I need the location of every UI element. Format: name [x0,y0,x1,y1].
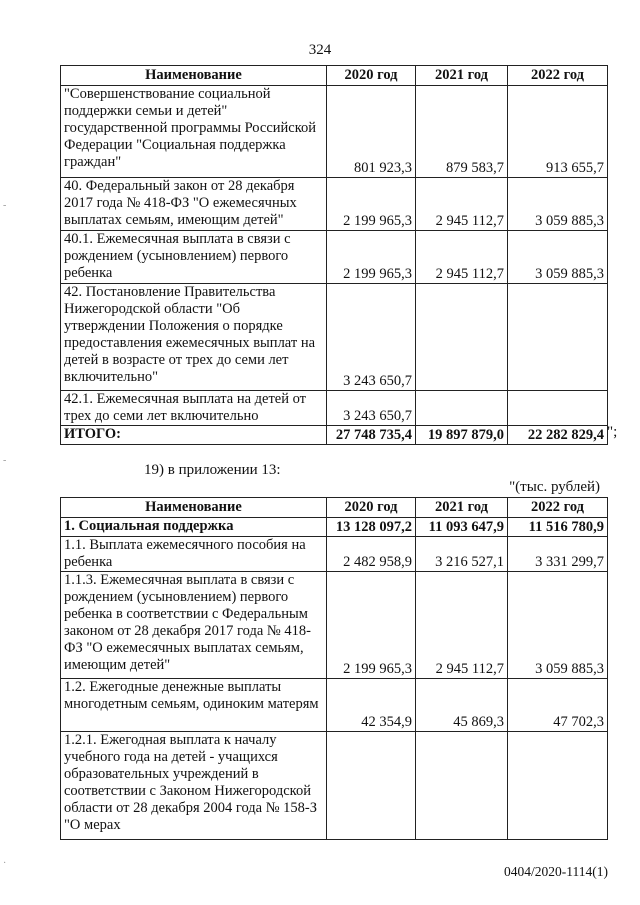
value-2020: 801 923,3 [327,86,416,178]
value-2020: 2 199 965,3 [327,231,416,284]
header-name: Наименование [61,66,327,86]
value-2022: 11 516 780,9 [508,518,608,537]
row-name: 1. Социальная поддержка [61,518,327,537]
value-2022: 47 702,3 [508,679,608,732]
table-row [61,679,608,732]
table-header-row [61,66,608,86]
value-2021 [416,732,508,840]
value-2020: 3 243 650,7 [327,284,416,391]
table-total-row [61,426,608,445]
header-2022: 2022 год [508,498,608,518]
row-name: 1.1.3. Ежемесячная выплата в связи с рождением (усыновлением) первого ребенка в соответствии с Федеральным законом от 28 декабря 2017 года № 418-ФЗ "О ежемесячных выплатах семьям, имеющим детей" [61,572,327,679]
table-row [61,284,608,391]
value-2021: 2 945 112,7 [416,231,508,284]
header-2022: 2022 год [508,66,608,86]
row-name: ИТОГО: [61,426,327,445]
row-name: 42.1. Ежемесячная выплата на детей от трех до семи лет включительно [61,391,327,426]
row-name: 40.1. Ежемесячная выплата в связи с рождением (усыновлением) первого ребенка [61,231,327,284]
closing-quote-suffix: "; [607,424,618,440]
value-2020 [327,732,416,840]
budget-table-appendix-13 [60,497,608,840]
value-2021: 11 093 647,9 [416,518,508,537]
header-2020: 2020 год [327,498,416,518]
table-row [61,537,608,572]
value-2021: 879 583,7 [416,86,508,178]
value-2022 [508,732,608,840]
header-2021: 2021 год [416,498,508,518]
table-row [61,518,608,537]
value-2021 [416,284,508,391]
value-2020: 2 482 958,9 [327,537,416,572]
value-2020: 2 199 965,3 [327,178,416,231]
value-2020: 3 243 650,7 [327,391,416,426]
row-name: "Совершенствование социальной поддержки семьи и детей" государственной программы Российской Федерации "Социальная поддержка граждан" [61,86,327,178]
value-2022 [508,284,608,391]
table-row [61,86,608,178]
value-2021: 19 897 879,0 [416,426,508,445]
value-2021 [416,391,508,426]
table-row [61,231,608,284]
value-2020: 27 748 735,4 [327,426,416,445]
header-2021: 2021 год [416,66,508,86]
row-name: 40. Федеральный закон от 28 декабря 2017 года № 418-ФЗ "О ежемесячных выплатах семьям, имеющим детей" [61,178,327,231]
row-name: 1.2. Ежегодные денежные выплаты многодетным семьям, одиноким матерям [61,679,327,732]
page-number: 324 [308,42,332,58]
value-2020: 13 128 097,2 [327,518,416,537]
value-2020: 2 199 965,3 [327,572,416,679]
value-2022: 22 282 829,4 [508,426,608,445]
margin-mark: · [3,858,7,869]
value-2022: 3 059 885,3 [508,572,608,679]
value-2020: 42 354,9 [327,679,416,732]
section-intro: 19) в приложении 13: [144,462,281,478]
row-name: 1.1. Выплата ежемесячного пособия на ребенка [61,537,327,572]
value-2021: 2 945 112,7 [416,178,508,231]
value-2022: 3 059 885,3 [508,231,608,284]
table-header-row [61,498,608,518]
row-name: 1.2.1. Ежегодная выплата к началу учебного года на детей - учащихся образовательных учреждений в соответствии с Законом Нижегородской области от 28 декабря 2004 года № 158-З "О мерах [61,732,327,840]
margin-mark: - [3,200,7,211]
value-2022: 3 059 885,3 [508,178,608,231]
value-2021: 45 869,3 [416,679,508,732]
table-row [61,391,608,426]
units-note: "(тыс. рублей) [509,479,600,495]
table-row [61,572,608,679]
row-name: 42. Постановление Правительства Нижегородской области "Об утверждении Положения о порядке предоставления ежемесячных выплат на детей в возрасте от трех до семи лет включительно" [61,284,327,391]
header-2020: 2020 год [327,66,416,86]
value-2022: 913 655,7 [508,86,608,178]
value-2021: 3 216 527,1 [416,537,508,572]
margin-mark: - [3,455,7,466]
value-2022 [508,391,608,426]
budget-table-appendix [60,65,608,445]
value-2022: 3 331 299,7 [508,537,608,572]
document-code: 0404/2020-1114(1) [504,864,608,879]
value-2021: 2 945 112,7 [416,572,508,679]
table-row [61,732,608,840]
header-name: Наименование [61,498,327,518]
table-row [61,178,608,231]
